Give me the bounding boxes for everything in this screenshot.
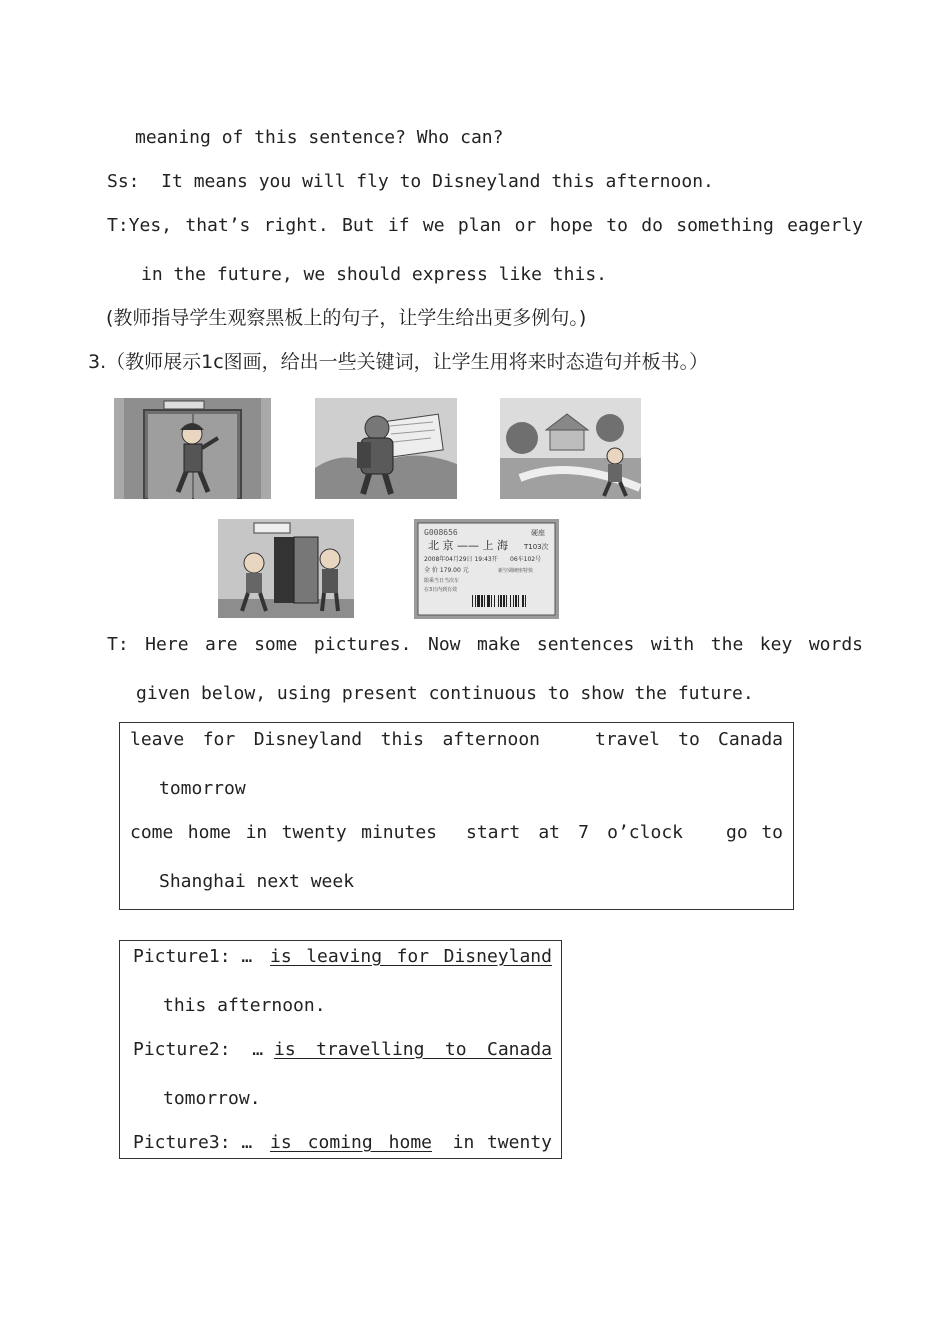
instruction-line: T: Here are some pictures. Now make sentences with the key words [107, 634, 863, 655]
keyword-phrase: tomorrow [159, 778, 246, 799]
dialogue-line: in the future, we should express like this. [141, 264, 607, 285]
ticket-note: 新空调硬座特快 [498, 568, 534, 574]
ticket-class: 硬座 [531, 529, 545, 537]
ticket-price: 全 价 179.00 元 [424, 567, 469, 574]
ticket-route: 北 京 —— 上 海 [428, 539, 508, 552]
hiker-with-map-illustration [315, 398, 457, 499]
barcode-bar [500, 595, 502, 607]
ticket-train: T103次 [524, 543, 549, 551]
barcode-bar [484, 595, 485, 607]
travel-landscape-illustration [500, 398, 641, 499]
answer-text: is travelling to Canada [274, 1039, 552, 1060]
keyword-phrase: travel to Canada [595, 729, 783, 750]
barcode-bar [515, 595, 517, 607]
barcode-bar [494, 595, 495, 607]
keyword-phrase: start at 7 o’clock [466, 822, 683, 843]
answer-text: tomorrow. [163, 1088, 261, 1109]
dialogue-line: meaning of this sentence? Who can? [135, 127, 504, 148]
barcode-bar [487, 595, 490, 607]
answer-text: this afternoon. [163, 995, 326, 1016]
keyword-phrase: Shanghai next week [159, 871, 355, 892]
dialogue-line: T:Yes, that’s right. But if we plan or hope to do something eagerly [107, 215, 863, 236]
answer-label: Picture3: … [133, 1132, 253, 1153]
keyword-phrase: leave for Disneyland this afternoon [130, 729, 540, 750]
ticket-seat: 06车102号 [510, 556, 542, 563]
ticket-note: 限乘当日当次车 [424, 578, 460, 584]
barcode-bar [510, 595, 511, 607]
answer-text: is leaving for Disneyland [270, 946, 552, 967]
answer-label: Picture1: … [133, 946, 253, 967]
leaving-elevator-illustration [114, 398, 271, 499]
barcode-bar [491, 595, 492, 607]
keyword-phrase: come home in twenty minutes [130, 822, 437, 843]
coming-home-door-illustration [218, 519, 354, 618]
dialogue-line: Ss: It means you will fly to Disneyland this afternoon. [107, 171, 714, 192]
barcode-bar [477, 595, 480, 607]
answer-label: Picture2: … [133, 1039, 264, 1060]
teacher-note: (教师指导学生观察黑板上的句子，让学生给出更多例句。) [106, 307, 587, 329]
ticket-date: 2008年04月29日 19:43开 [424, 556, 498, 563]
barcode-bar [503, 595, 505, 607]
answer-text: is coming home [270, 1132, 432, 1153]
barcode-bar [513, 595, 514, 607]
ticket-serial: G008656 [424, 528, 458, 537]
barcode-bar [506, 595, 507, 607]
section-heading: 3.（教师展示1c图画，给出一些关键词，让学生用将来时态造句并板书。） [88, 351, 709, 373]
barcode-bar [472, 595, 473, 607]
barcode-bar [522, 595, 524, 607]
barcode-bar [498, 595, 499, 607]
barcode-bar [525, 595, 526, 607]
ticket-note: 在3日内到有效 [424, 587, 458, 593]
train-ticket-illustration [414, 519, 559, 619]
barcode-bar [475, 595, 476, 607]
instruction-line: given below, using present continuous to show the future. [136, 683, 754, 704]
barcode-bar [518, 595, 519, 607]
answer-text: in twenty [440, 1132, 552, 1153]
keyword-phrase: go to [726, 822, 783, 843]
barcode-bar [481, 595, 483, 607]
